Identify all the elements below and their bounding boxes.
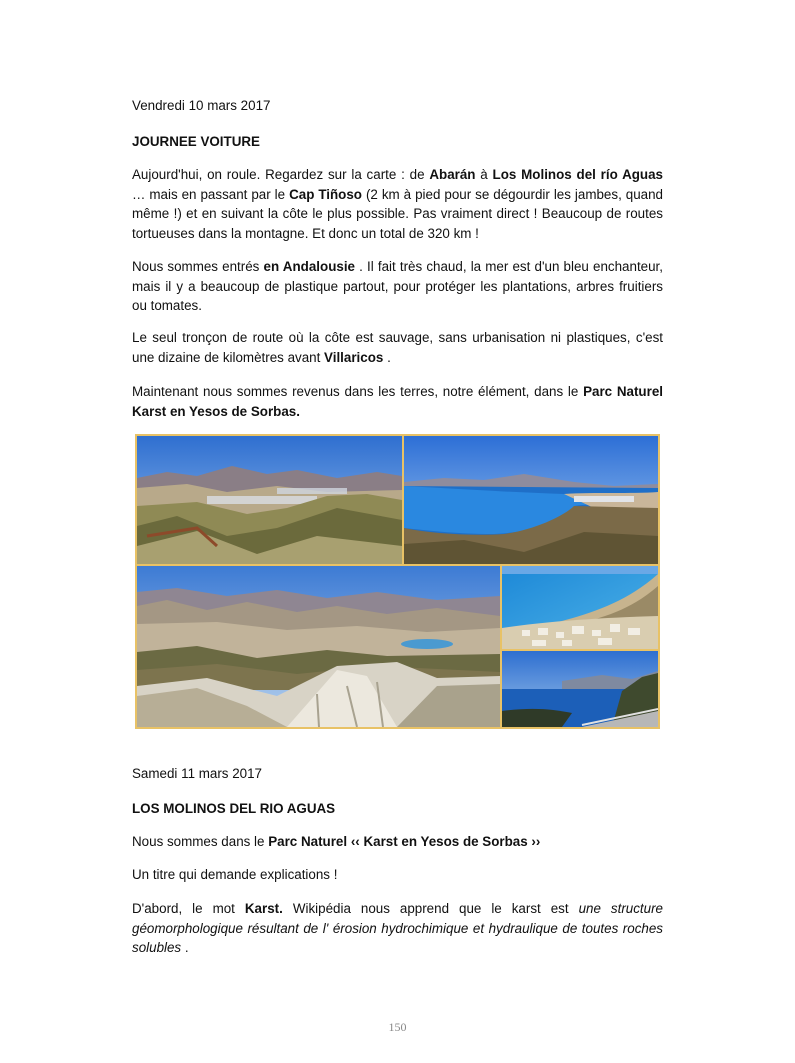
page-number: 150 xyxy=(388,1020,407,1034)
parc-name: Parc Naturel ‹‹ Karst en Yesos de Sorbas ›› xyxy=(268,834,541,849)
entry-date-1: Vendredi 10 mars 2017 xyxy=(132,98,271,113)
karst-definition: une structure géomorphologique résultant de l' érosion hydrochimique et hydraulique de toutes roches solubles xyxy=(132,901,663,955)
section-title-1: JOURNEE VOITURE xyxy=(132,134,260,149)
paragraph-karst: D'abord, le mot Karst. Wikipédia nous apprend que le karst est une structure géomorphologique résultant de l' érosion hydrochimique et hydraulique de toutes roches solubles . xyxy=(132,901,663,955)
entry-date-2: Samedi 11 mars 2017 xyxy=(132,766,263,781)
paragraph-andalousie: Nous sommes entrés en Andalousie . Il fait très chaud, la mer est d'un bleu enchanteur, mais il y a beaucoup de plastique partout, pour protéger les plantations, arbres fruitiers ou tomates. xyxy=(132,259,663,313)
photo-collage xyxy=(135,434,660,729)
coastal-town-photo xyxy=(502,566,658,649)
paragraph-parc: Maintenant nous sommes revenus dans les terres, notre élément, dans le Parc Naturel Karst en Yesos de Sorbas. xyxy=(132,384,663,419)
paragraph-explication: Un titre qui demande explications ! xyxy=(132,867,338,882)
place-los-molinos: Los Molinos del río Aguas xyxy=(492,167,663,182)
paragraph-villaricos: Le seul tronçon de route où la côte est sauvage, sans urbanisation ni plastiques, c'est une dizaine de kilomètres avant Villaricos . xyxy=(132,330,663,365)
paragraph-itinerary: Aujourd'hui, on roule. Regardez sur la carte : de Abarán à Los Molinos del río Aguas … mais en passant par le Cap Tiñoso (2 km à pied pour se dégourdir les jambes, quand même !) et en suivant la côte le plus possible. Pas vraiment direct ! Beaucoup de routes tortueuses dans la montagne. Et donc un total de 320 km ! xyxy=(132,167,664,241)
mountain-valley-photo xyxy=(137,436,402,564)
paragraph-parc-naturel: Nous sommes dans le Parc Naturel ‹‹ Karst en Yesos de Sorbas ›› xyxy=(132,834,541,849)
badlands-gypsum-photo xyxy=(137,566,500,727)
place-villaricos: Villaricos xyxy=(324,349,384,365)
place-parc-naturel: Parc Naturel Karst en Yesos de Sorbas. xyxy=(132,384,663,419)
place-cap-tinoso: Cap Tiñoso xyxy=(289,186,362,202)
place-andalousie: en Andalousie xyxy=(263,259,355,274)
place-abaran: Abarán xyxy=(429,167,476,182)
word-karst: Karst. xyxy=(244,901,283,916)
section-title-2: LOS MOLINOS DEL RIO AGUAS xyxy=(132,801,336,816)
blue-bay-photo xyxy=(404,436,658,564)
coastal-road-photo xyxy=(502,651,658,727)
